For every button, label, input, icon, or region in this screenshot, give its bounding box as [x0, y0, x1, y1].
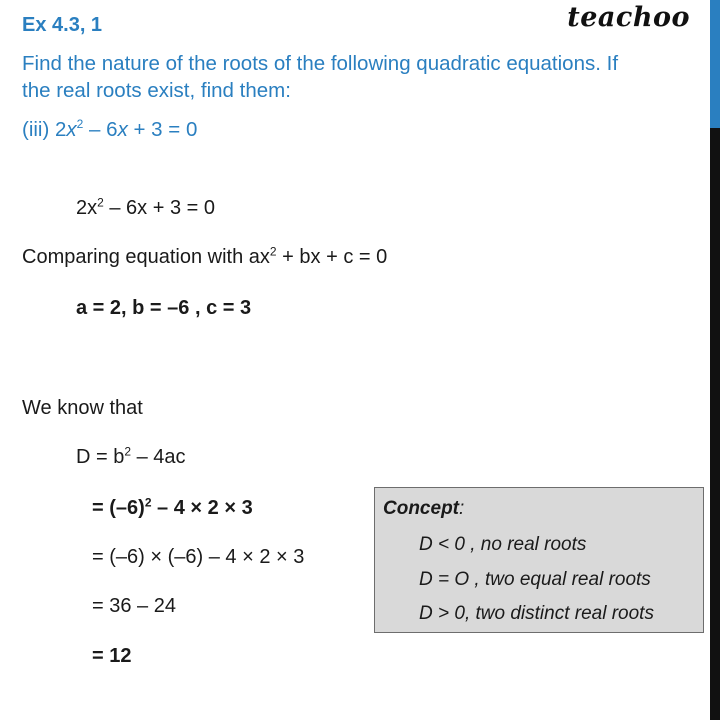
coefficients: a = 2, b = –6 , c = 3: [76, 297, 252, 319]
question-line-2: the real roots exist, find them:: [22, 79, 291, 102]
comparison-statement: Comparing equation with $ax^2$ + bx + c = 0: [22, 244, 388, 268]
step-1: = $(-6)^2 - 4 \times 2 \times 3$: [92, 495, 253, 519]
discriminant-formula: $D = b^2 - 4ac$: [76, 444, 186, 468]
question-text: [22, 50, 618, 104]
step-3: = 36 – 24: [92, 595, 176, 617]
exercise-reference: Ex 4.3, 1: [22, 14, 103, 36]
concept-box: [374, 487, 704, 633]
question-part: (iii) $2x^2 - 6x + 3 = 0$: [22, 117, 198, 141]
concept-title: Concept:: [383, 498, 465, 519]
side-bar-accent: [710, 0, 720, 128]
step-2: = (–6) × (–6) – 4 × 2 × 3: [92, 546, 305, 568]
we-know-label: We know that: [22, 397, 143, 419]
concept-rule-zero: D = O , two equal real roots: [419, 569, 651, 590]
concept-rule-positive: D > 0, two distinct real roots: [419, 603, 654, 624]
equation: $2x^2 - 6x + 3 = 0$: [76, 195, 216, 219]
concept-rule-negative: D < 0 , no real roots: [419, 534, 587, 555]
question-line-1: Find the nature of the roots of the following quadratic equations. If: [22, 52, 619, 75]
result: = 12: [92, 645, 132, 667]
brand-logo: teachoo: [567, 2, 690, 33]
